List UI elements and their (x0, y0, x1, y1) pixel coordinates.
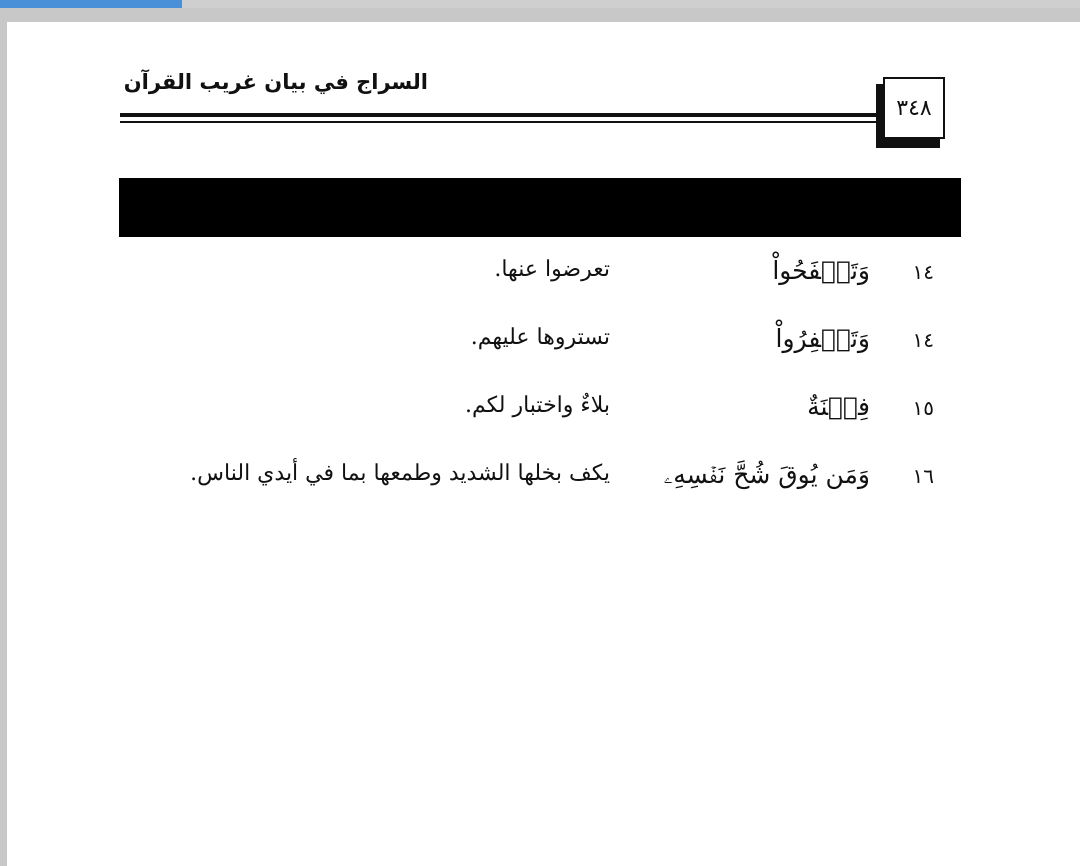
browser-top-bar (0, 0, 1080, 8)
quran-word: وَتَغۡفِرُواْ (775, 324, 870, 353)
page-number: ٣٤٨ (883, 77, 945, 139)
header-rule-thick (120, 113, 876, 117)
quran-word: وَتَصۡفَحُواْ (772, 256, 870, 285)
verse-number: ١٤ (912, 260, 934, 284)
entry-row (7, 256, 1080, 306)
progress-accent (0, 0, 182, 8)
verse-number: ١٥ (912, 396, 934, 420)
quran-word: وَمَن يُوقَ شُحَّ نَفۡسِهِۦ (663, 460, 870, 489)
book-page (7, 22, 1080, 866)
verse-number: ١٤ (912, 328, 934, 352)
running-title: السراج في بيان غريب القرآن (123, 70, 428, 94)
word-meaning: بلاءٌ واختبار لكم. (464, 393, 610, 418)
redacted-band (119, 178, 961, 237)
word-meaning: تعرضوا عنها. (494, 257, 610, 282)
word-meaning: تستروها عليهم. (470, 325, 610, 350)
entry-row (7, 392, 1080, 442)
entry-row (7, 324, 1080, 374)
quran-word: فِتۡنَةٌ (807, 392, 870, 421)
verse-number: ١٦ (912, 464, 934, 488)
word-meaning: يكف بخلها الشديد وطمعها بما في أيدي الناس. (190, 461, 610, 486)
entry-row (7, 460, 1080, 580)
header-rule-thin (120, 121, 876, 123)
